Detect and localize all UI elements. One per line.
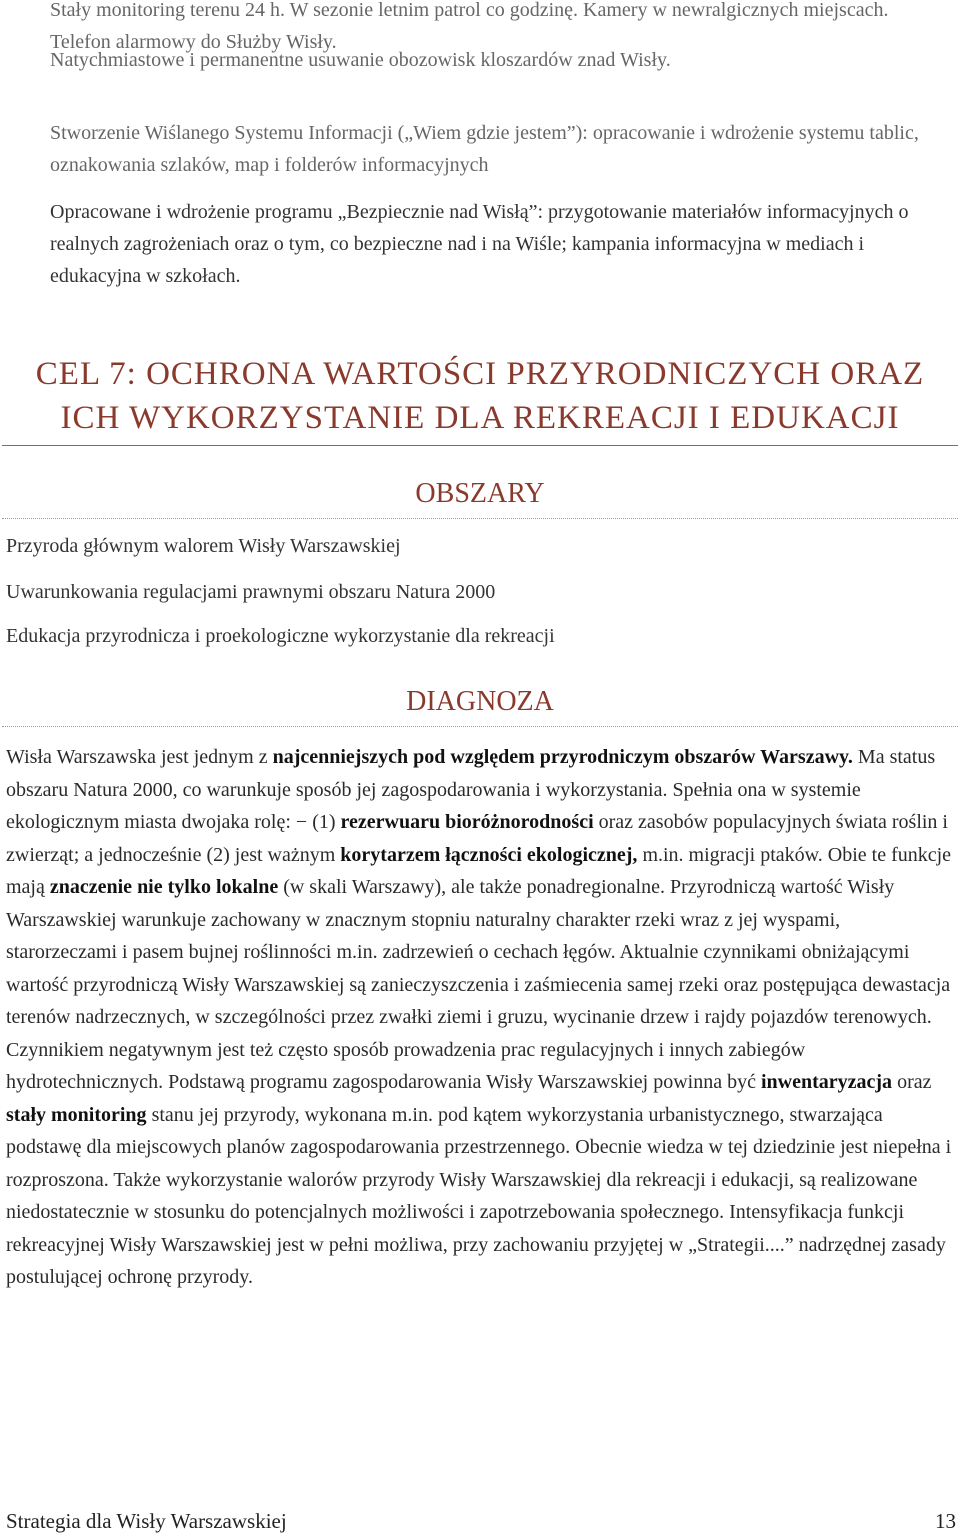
diagnoza-text: Ma status obszaru Natura 2000, co warunkuje sposób jej zagospodarowania i wykorzystania. Spełnia ona w systemie ekologicznym miasta dwojaka rolę: − (1) (6, 746, 936, 833)
section-heading-line2: ICH WYKORZYSTANIE DLA REKREACJI I EDUKACJI (60, 400, 900, 436)
paragraph-monitoring: Stały monitoring terenu 24 h. W sezonie letnim patrol co godzinę. Kamery w newralgicznych miejscach. Telefon alarmowy do Służby Wisły. (50, 0, 889, 53)
paragraph-kloszardzi: Natychmiastowe i permanentne usuwanie obozowisk kloszardów znad Wisły. (50, 49, 671, 71)
obszary-divider (2, 518, 958, 519)
heading-divider (2, 445, 958, 446)
diagnoza-divider (2, 726, 958, 727)
footer-title: Strategia dla Wisły Warszawskiej (6, 1509, 287, 1533)
section-heading-line1: CEL 7: OCHRONA WARTOŚCI PRZYRODNICZYCH ORAZ (35, 356, 925, 392)
diagnoza-text: oraz (892, 1071, 932, 1093)
diagnoza-emphasis: inwentaryzacja (760, 1071, 893, 1093)
diagnoza-text: Wisła Warszawska jest jednym z (6, 746, 273, 768)
obszary-item: Przyroda głównym walorem Wisły Warszawskiej (6, 535, 401, 557)
diagnoza-text: stanu jej przyrody, wykonana m.in. pod kątem wykorzystania urbanistycznego, stwarzająca podstawę dla miejscowych planów zagospodarowania przestrzennego. Obecnie wiedza w tej dziedzinie jest niepełna i rozproszona. Także wykorzystanie walorów przyrody Wisły Warszawskiej dla rekreacji i edukacji, są realizowane niedostatecznie w stosunku do potencjalnych możliwości i zapotrzebowania społecznego. Intensyfikacja funkcji rekreacyjnej Wisły Warszawskiej jest w pełni możliwa, przy zachowaniu przyjętej w „Strategii....” nadrzędnej zasady postulującej ochronę przyrody. (6, 1103, 952, 1288)
diagnoza-text: m.in. migracji ptaków. Obie te funkcje mają (6, 843, 952, 898)
diagnoza-emphasis: korytarzem łączności ekologicznej, (340, 843, 638, 866)
paragraph-bezpiecznie: Opracowane i wdrożenie programu „Bezpiecznie nad Wisłą”: przygotowanie materiałów informacyjnych o realnych zagrożeniach oraz o tym, co bezpieczne nad i na Wiśle; kampania informacyjna w mediach i edukacyjna w szkołach. (50, 201, 909, 287)
diagnoza-emphasis: stały monitoring (6, 1103, 147, 1126)
obszary-item: Edukacja przyrodnicza i proekologiczne wykorzystanie dla rekreacji (6, 625, 555, 647)
diagnoza-emphasis: rezerwuaru bioróżnorodności (340, 811, 594, 833)
diagnoza-emphasis: najcenniejszych pod względem przyrodniczym obszarów Warszawy. (272, 746, 853, 768)
diagnoza-heading: DIAGNOZA (406, 686, 554, 717)
diagnoza-emphasis: znaczenie nie tylko lokalne (49, 876, 279, 898)
diagnoza-text: oraz zasobów populacyjnych świata roślin i zwierząt; a jednocześnie (2) jest ważnym (6, 811, 948, 866)
paragraph-system-informacji: Stworzenie Wiślanego Systemu Informacji („Wiem gdzie jestem”): opracowanie i wdrożenie systemu tablic, oznakowania szlaków, map i folderów informacyjnych (50, 122, 919, 176)
diagnoza-paragraph (6, 741, 952, 1294)
obszary-heading: OBSZARY (415, 478, 545, 509)
diagnoza-text: (w skali Warszawy), ale także ponadregionalne. Przyrodniczą wartość Wisły Warszawskiej warunkuje zachowany w znacznym stopniu naturalny charakter rzeki wraz z jej wyspami, starorzeczami i pasem bujnej roślinności m.in. zadrzewień o cechach łęgów. Aktualnie czynnikami obniżającymi wartość przyrodniczą Wisły Warszawskiej są zanieczyszczenia i zaśmiecenia samej rzeki oraz postępująca dewastacja terenów nadrzecznych, w szczególności przez zwałki ziemi i gruzu, wycinanie drzew i rajdy pojazdów terenowych. Czynnikiem negatywnym jest też często sposób prowadzenia prac regulacyjnych i innych zabiegów hydrotechnicznych. Podstawą programu zagospodarowania Wisły Warszawskiej powinna być (6, 876, 951, 1093)
footer-page-number: 13 (935, 1509, 956, 1533)
obszary-item: Uwarunkowania regulacjami prawnymi obszaru Natura 2000 (6, 581, 496, 603)
